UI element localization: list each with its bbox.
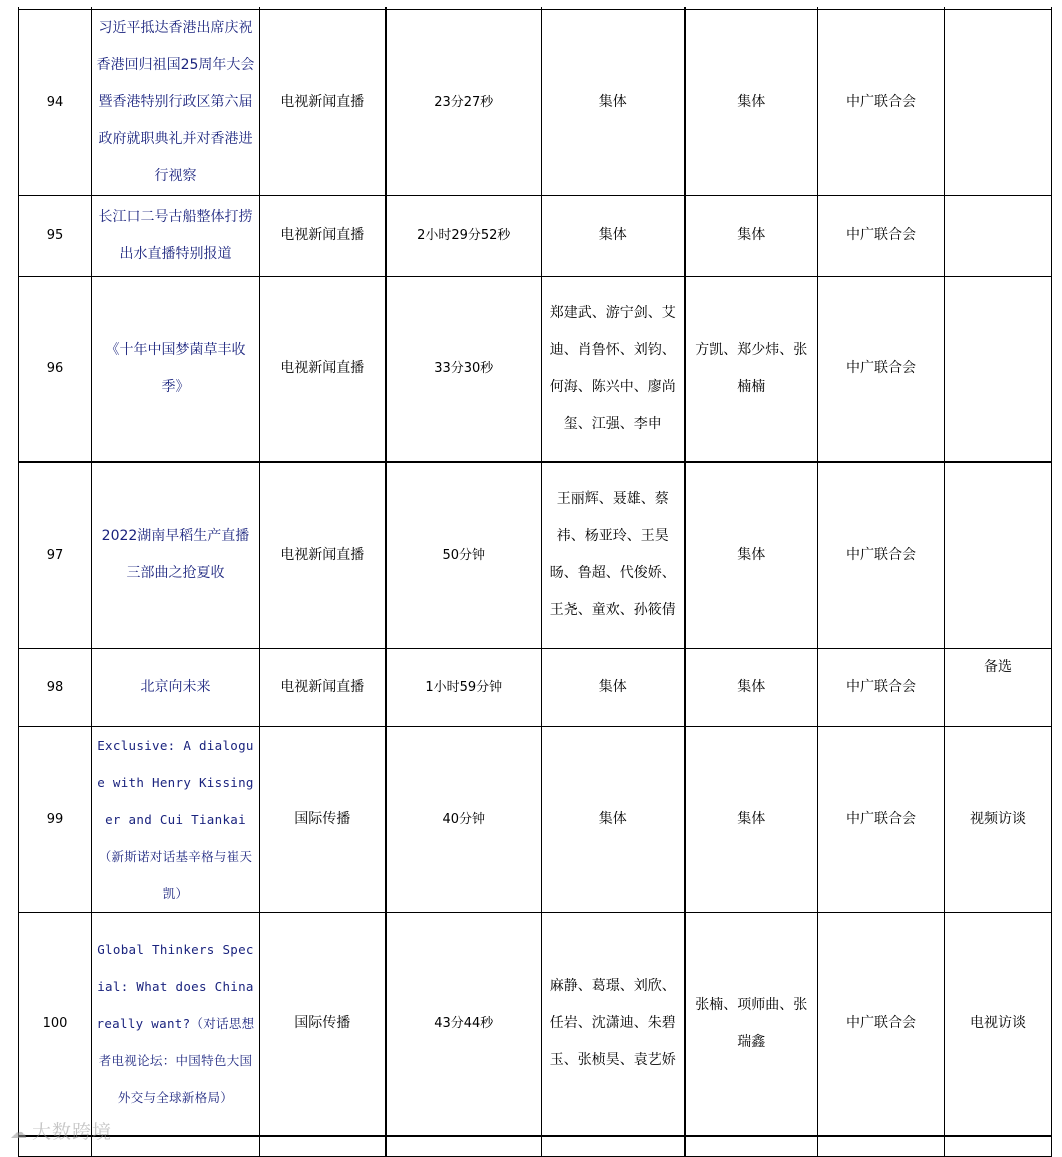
program-editors: 集体 [685,648,818,726]
row-number: 94 [19,9,92,195]
program-title: Global Thinkers Special: What does China really want?（对话思想者电视论坛：中国特色大国外交与全球新格局） [92,912,260,1136]
awards-table [18,7,1052,1157]
table-row-partial-bottom [19,1136,1052,1156]
watermark-logo-icon: ☁ [10,1123,28,1143]
program-creators: 郑建武、游宁剑、艾迪、肖鲁怀、刘钧、何海、陈兴中、廖尚玺、江强、李申 [542,276,685,462]
row-number: 97 [19,462,92,648]
program-editors: 集体 [685,726,818,912]
program-duration: 43分44秒 [386,912,542,1136]
program-title: 2022湖南早稻生产直播三部曲之抢夏收 [92,462,260,648]
row-number: 95 [19,195,92,276]
program-note: 备选 [945,648,1052,726]
program-editors: 集体 [685,195,818,276]
program-creators: 麻静、葛璟、刘欣、任岩、沈潇迪、朱碧玉、张桢昊、袁艺娇 [542,912,685,1136]
program-category: 国际传播 [260,912,386,1136]
program-category: 电视新闻直播 [260,195,386,276]
program-note [945,462,1052,648]
table-row [19,462,1052,648]
program-note [945,195,1052,276]
program-editors: 方凯、郑少炜、张楠楠 [685,276,818,462]
program-creators: 集体 [542,9,685,195]
program-editors: 张楠、项师曲、张瑞鑫 [685,912,818,1136]
program-duration: 1小时59分钟 [386,648,542,726]
program-creators: 王丽辉、聂雄、蔡祎、杨亚玲、王昊旸、鲁超、代俊娇、王尧、童欢、孙筱倩 [542,462,685,648]
program-duration: 23分27秒 [386,9,542,195]
row-number: 99 [19,726,92,912]
table-row [19,276,1052,462]
program-org: 中广联合会 [818,462,945,648]
program-category: 电视新闻直播 [260,462,386,648]
program-org: 中广联合会 [818,726,945,912]
program-note [945,276,1052,462]
program-duration: 2小时29分52秒 [386,195,542,276]
table-row [19,195,1052,276]
program-editors: 集体 [685,9,818,195]
program-title: 习近平抵达香港出席庆祝香港回归祖国25周年大会暨香港特别行政区第六届政府就职典礼并对香港进行视察 [92,9,260,195]
program-category: 电视新闻直播 [260,276,386,462]
program-org: 中广联合会 [818,912,945,1136]
program-title: 《十年中国梦菌草丰收季》 [92,276,260,462]
program-title: Exclusive: A dialogue with Henry Kissinger and Cui Tiankai（新斯诺对话基辛格与崔天凯） [92,726,260,912]
program-creators: 集体 [542,195,685,276]
program-org: 中广联合会 [818,9,945,195]
table-row [19,9,1052,195]
row-number: 98 [19,648,92,726]
table-row [19,648,1052,726]
program-creators: 集体 [542,726,685,912]
program-org: 中广联合会 [818,195,945,276]
program-note [945,9,1052,195]
watermark: ☁ 大数跨境 [10,1121,113,1143]
program-editors: 集体 [685,462,818,648]
table-row [19,726,1052,912]
program-duration: 50分钟 [386,462,542,648]
row-number: 100 [19,912,92,1136]
program-category: 国际传播 [260,726,386,912]
program-category: 电视新闻直播 [260,9,386,195]
program-title: 北京向未来 [92,648,260,726]
program-org: 中广联合会 [818,276,945,462]
program-category: 电视新闻直播 [260,648,386,726]
program-creators: 集体 [542,648,685,726]
program-duration: 40分钟 [386,726,542,912]
program-duration: 33分30秒 [386,276,542,462]
table-row [19,912,1052,1136]
program-note: 视频访谈 [945,726,1052,912]
program-org: 中广联合会 [818,648,945,726]
program-note: 电视访谈 [945,912,1052,1136]
row-number: 96 [19,276,92,462]
program-title: 长江口二号古船整体打捞出水直播特别报道 [92,195,260,276]
